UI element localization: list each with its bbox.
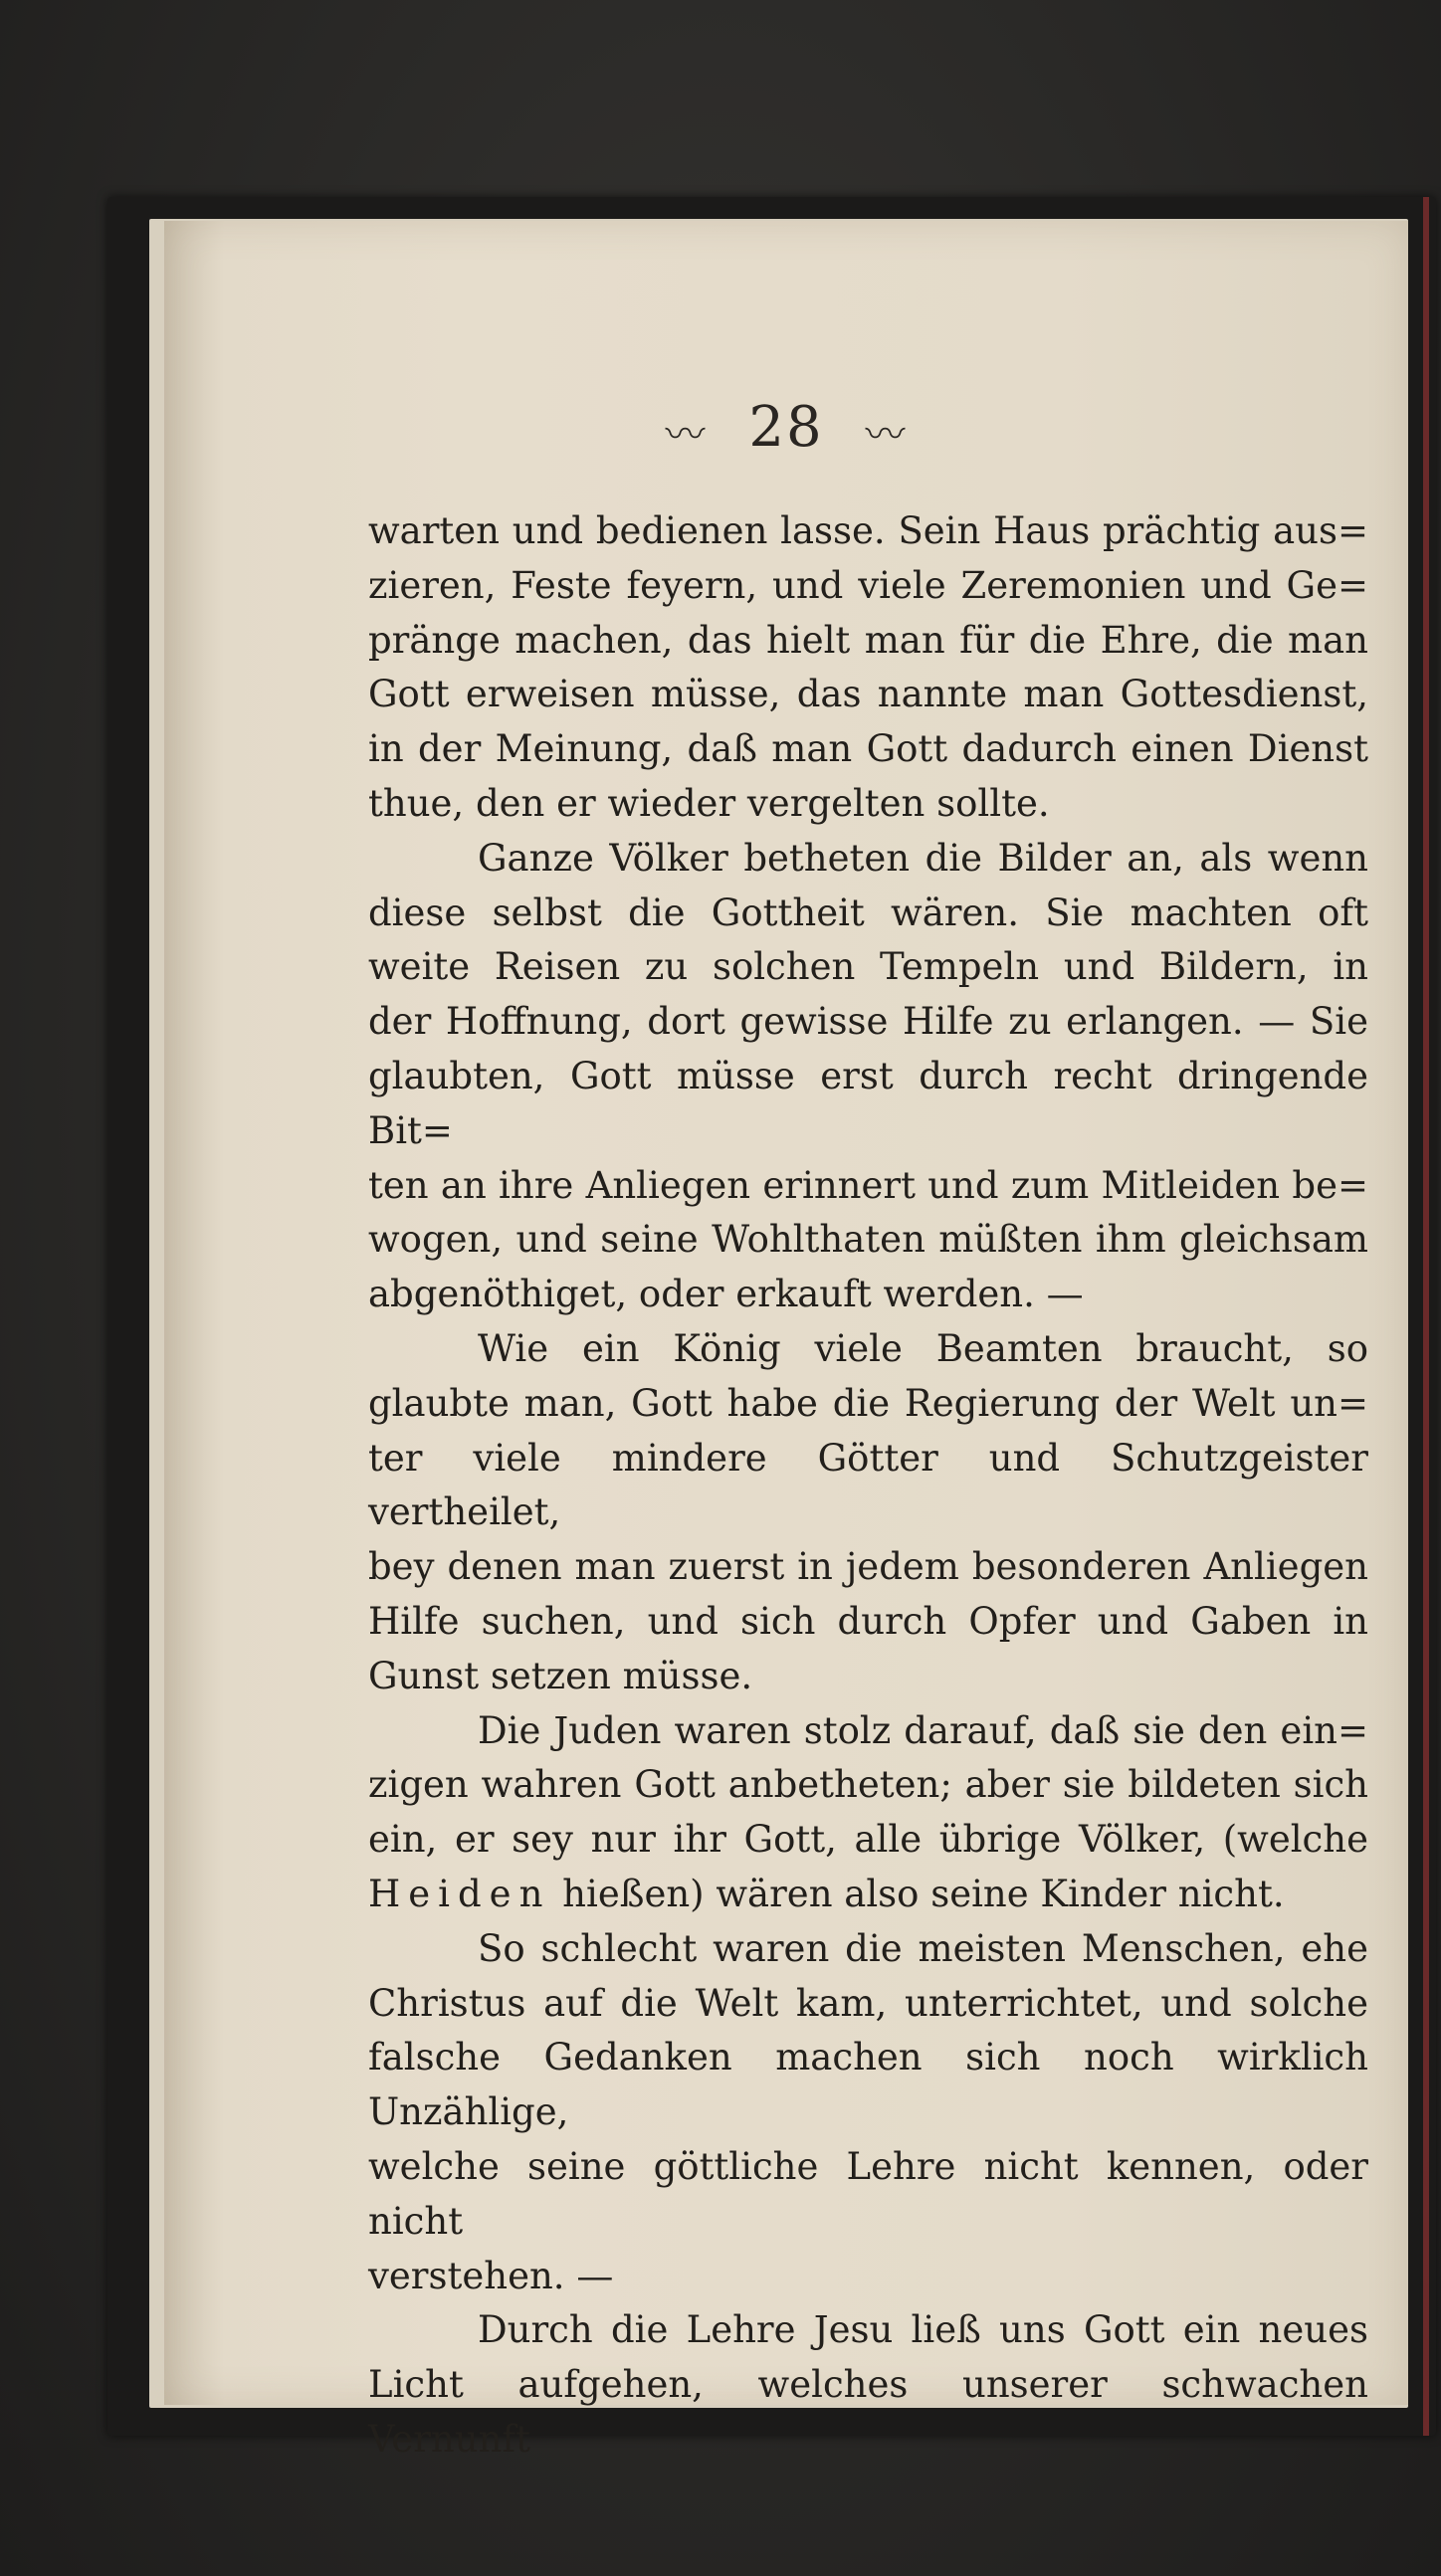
- text-line: Ganze Völker betheten die Bilder an, als wenn: [478, 836, 1368, 880]
- paragraph: [368, 504, 1368, 832]
- text-fragment: hießen) wären also seine Kinder nicht.: [550, 1872, 1285, 1915]
- text-line: [368, 1868, 1368, 1922]
- ornament-left-icon: 〰: [665, 412, 708, 458]
- page-header: [164, 395, 1408, 460]
- text-line: der Hoffnung, dort gewisse Hilfe zu erlangen. — Sie: [368, 1000, 1368, 1044]
- text-line: verstehen. —: [368, 2254, 614, 2297]
- text-line: ter viele mindere Götter und Schutzgeister vertheilet,: [368, 1436, 1368, 1534]
- book-page: [164, 221, 1408, 2461]
- text-line: warten und bedienen lasse. Sein Haus prächtig aus=: [368, 509, 1368, 552]
- text-line: ten an ihre Anliegen erinnert und zum Mitleiden be=: [368, 1163, 1368, 1207]
- text-line: zigen wahren Gott anbetheten; aber sie bildeten sich: [368, 1763, 1368, 1807]
- text-line: Gott erweisen müsse, das nannte man Gottesdienst,: [368, 673, 1368, 716]
- cover-edge: [1423, 197, 1429, 2436]
- page-number: 28: [748, 395, 824, 460]
- text-line: ein, er sey nur ihr Gott, alle übrige Völker, (welche: [368, 1818, 1368, 1862]
- text-line: thue, den er wieder vergelten sollte.: [368, 781, 1050, 825]
- paragraph: [368, 1704, 1368, 1922]
- text-line: Gunst setzen müsse.: [368, 1654, 753, 1697]
- paragraph: [368, 832, 1368, 1322]
- text-line: falsche Gedanken machen sich noch wirklich Unzählige,: [368, 2036, 1368, 2134]
- text-line: Christus auf die Welt kam, unterrichtet, und solche: [368, 1981, 1368, 2025]
- paragraph: [368, 1922, 1368, 2304]
- text-line: So schlecht waren die meisten Menschen, ehe: [478, 1926, 1368, 1970]
- text-line: pränge machen, das hielt man für die Ehre, die man: [368, 618, 1368, 662]
- paragraph: [368, 1322, 1368, 1704]
- text-line: in der Meinung, daß man Gott dadurch einen Dienst: [368, 727, 1368, 771]
- text-line: Hilfe suchen, und sich durch Opfer und Gaben in: [368, 1599, 1368, 1643]
- text-line: Licht aufgehen, welches unserer schwachen Vernunft: [368, 2363, 1368, 2461]
- text-line: glaubte man, Gott habe die Regierung der Welt un=: [368, 1381, 1368, 1425]
- text-line: bey denen man zuerst in jedem besonderen Anliegen: [368, 1545, 1368, 1589]
- paragraph: [368, 2303, 1368, 2467]
- ornament-right-icon: 〰: [865, 412, 908, 458]
- text-line: zieren, Feste feyern, und viele Zeremonien und Ge=: [368, 563, 1368, 607]
- emphasized-word: Heiden: [368, 1872, 551, 1915]
- text-line: weite Reisen zu solchen Tempeln und Bildern, in: [368, 945, 1368, 989]
- text-line: diese selbst die Gottheit wären. Sie machten oft: [368, 891, 1368, 934]
- text-line: wogen, und seine Wohlthaten müßten ihm gleichsam: [368, 1218, 1368, 1262]
- text-line: welche seine göttliche Lehre nicht kennen, oder nicht: [368, 2144, 1368, 2243]
- text-line: glaubten, Gott müsse erst durch recht dringende Bit=: [368, 1054, 1368, 1152]
- text-line: abgenöthiget, oder erkauft werden. —: [368, 1273, 1084, 1316]
- text-line: Wie ein König viele Beamten braucht, so: [478, 1326, 1368, 1370]
- body-text: [368, 504, 1368, 2468]
- text-line: Die Juden waren stolz darauf, daß sie den ein=: [478, 1708, 1368, 1752]
- text-line: Durch die Lehre Jesu ließ uns Gott ein neues: [478, 2308, 1368, 2352]
